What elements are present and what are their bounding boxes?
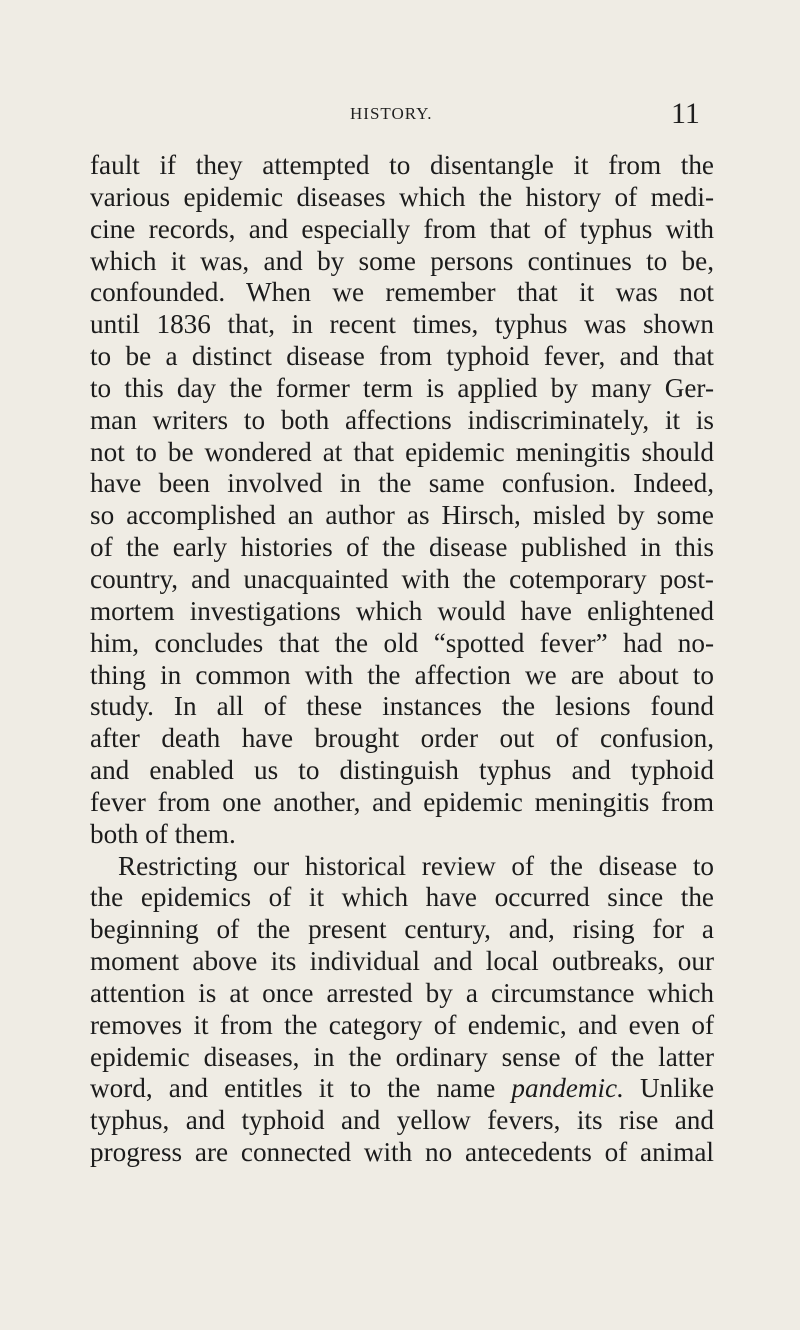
text-line: typhus, and typhoid and yellow fevers, its rise and (90, 1105, 714, 1136)
text-line: thing in common with the affection we are about to (90, 659, 714, 690)
text-line: confounded. When we remember that it was not (90, 277, 714, 308)
text-line: beginning of the present century, and, rising for a (90, 914, 714, 945)
text-line-with-italic (90, 1073, 714, 1105)
text-line: cine records, and especially from that of typhus with (90, 213, 714, 244)
text-line: Restricting our historical review of the disease to (118, 850, 714, 881)
text-line: the epidemics of it which have occurred since the (90, 882, 714, 913)
text-line: mortem investigations which would have enlightened (90, 595, 714, 626)
text-line: and enabled us to distinguish typhus and typhoid (90, 755, 714, 786)
running-head: HISTORY. (350, 104, 433, 123)
text-line: study. In all of these instances the lesions found (90, 691, 714, 722)
text-line: country, and unacquainted with the cotemporary post- (90, 563, 714, 594)
text-line: so accomplished an author as Hirsch, misled by some (90, 500, 714, 531)
text-line: fever from one another, and epidemic meningitis from (90, 786, 714, 817)
page-number: 11 (671, 97, 700, 130)
text-line: which it was, and by some persons continues to be, (90, 245, 714, 276)
text-line: various epidemic diseases which the history of medi- (90, 181, 714, 212)
text-line: to be a distinct disease from typhoid fever, and that (90, 341, 714, 372)
text-fragment: word, and entitles it to the name (90, 1073, 512, 1104)
text-fragment: Unlike (623, 1073, 715, 1104)
text-line: attention is at once arrested by a circumstance which (90, 977, 714, 1008)
text-line: both of them. (90, 818, 236, 849)
italic-term: pandemic. (511, 1073, 624, 1104)
text-line: man writers to both affections indiscriminately, it is (90, 404, 714, 435)
text-line: not to be wondered at that epidemic meningitis should (90, 436, 714, 467)
text-line: until 1836 that, in recent times, typhus was shown (90, 309, 714, 340)
text-line: removes it from the category of endemic, and even of (90, 1009, 714, 1040)
body-text (90, 150, 714, 1169)
text-line: him, concludes that the old “spotted fever” had no- (90, 627, 714, 658)
text-line: moment above its individual and local outbreaks, our (90, 946, 714, 977)
text-line: of the early histories of the disease published in this (90, 532, 714, 563)
text-line: after death have brought order out of confusion, (90, 723, 714, 754)
text-line: to this day the former term is applied by many Ger- (90, 372, 714, 403)
text-line: have been involved in the same confusion. Indeed, (90, 468, 714, 499)
text-line: fault if they attempted to disentangle it from the (90, 150, 714, 180)
text-line: epidemic diseases, in the ordinary sense of the latter (90, 1041, 714, 1072)
text-line: progress are connected with no antecedents of animal (90, 1137, 714, 1168)
